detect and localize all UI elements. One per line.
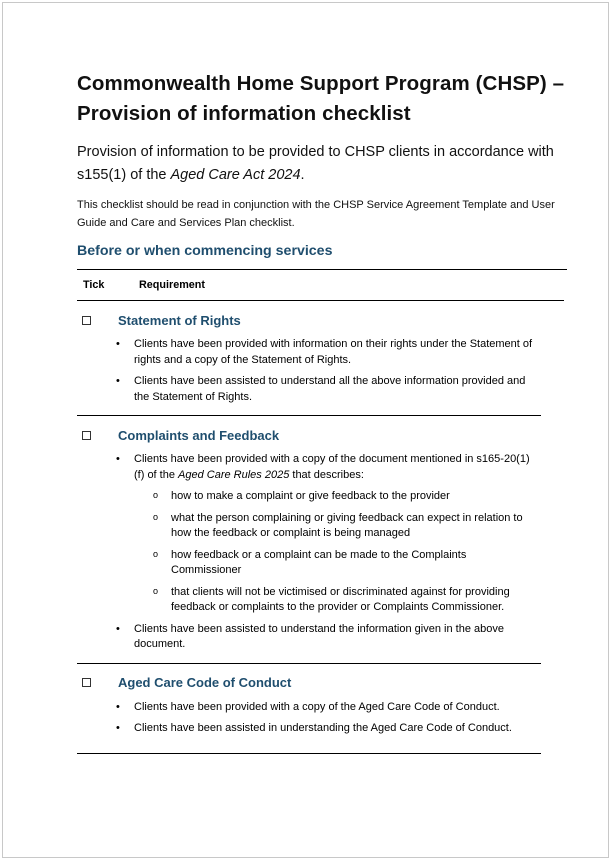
checklist-section-statement-of-rights	[77, 301, 541, 416]
table-top-rule	[77, 269, 567, 270]
sub-list-item: o how to make a complaint or give feedback to the provider	[171, 489, 537, 505]
document-page	[2, 2, 609, 858]
list-item	[134, 452, 541, 616]
requirement-list	[77, 452, 541, 653]
checklist-section-complaints-feedback	[77, 416, 541, 664]
table-header	[77, 270, 564, 301]
column-header-tick: Tick	[83, 279, 105, 291]
page-content	[77, 69, 567, 754]
intro-suffix: .	[300, 167, 305, 183]
intro-text: Provision of information to be provided to CHSP clients in accordance with s155(1) of the	[77, 144, 554, 183]
note-paragraph: This checklist should be read in conjunction with the CHSP Service Agreement Template and User Guide and Care and Services Plan checklist.	[77, 199, 555, 229]
checkbox-code-of-conduct[interactable]	[82, 678, 91, 687]
section-heading: Before or when commencing services	[77, 243, 333, 259]
item-text-suffix: that describes:	[289, 468, 364, 481]
item-rules-name: Aged Care Rules 2025	[178, 468, 290, 481]
column-header-requirement: Requirement	[139, 279, 205, 291]
sub-list-item: o how feedback or a complaint can be made to the Complaints Commissioner	[171, 548, 537, 579]
section-header	[77, 426, 541, 444]
list-item: • Clients have been provided with information on their rights under the Statement of rights and a copy of the Statement of Rights.	[134, 337, 541, 368]
requirement-list	[77, 337, 541, 405]
section-header	[77, 674, 541, 692]
document-title: Commonwealth Home Support Program (CHSP) – Provision of information checklist	[77, 72, 565, 125]
sub-list-item: o what the person complaining or giving feedback can expect in relation to how the feedback or complaint is being managed	[171, 511, 537, 542]
list-item: • Clients have been assisted to understand all the above information provided and the Statement of Rights.	[134, 374, 541, 405]
list-item: • Clients have been assisted to understand the information given in the above document.	[134, 622, 541, 653]
section-header	[77, 311, 541, 329]
checkbox-complaints-feedback[interactable]	[82, 431, 91, 440]
list-item: • Clients have been provided with a copy of the Aged Care Code of Conduct.	[134, 700, 541, 716]
section-title: Statement of Rights	[118, 312, 241, 328]
sub-list	[134, 489, 537, 616]
requirement-list	[77, 700, 541, 737]
section-title: Aged Care Code of Conduct	[118, 675, 292, 690]
checkbox-statement-of-rights[interactable]	[82, 316, 91, 325]
item-text: Clients have been provided with a copy of the document mentioned in s165-20(1)(f) of the	[134, 453, 530, 481]
sub-list-item: o that clients will not be victimised or discriminated against for providing feedback or complaints to the provider or Complaints Commissioner.	[171, 585, 537, 616]
list-item: • Clients have been assisted in understanding the Aged Care Code of Conduct.	[134, 721, 541, 737]
section-title: Complaints and Feedback	[118, 427, 280, 443]
checklist-section-code-of-conduct	[77, 664, 541, 754]
intro-act-name: Aged Care Act 2024	[170, 167, 301, 183]
intro-paragraph	[77, 141, 567, 187]
